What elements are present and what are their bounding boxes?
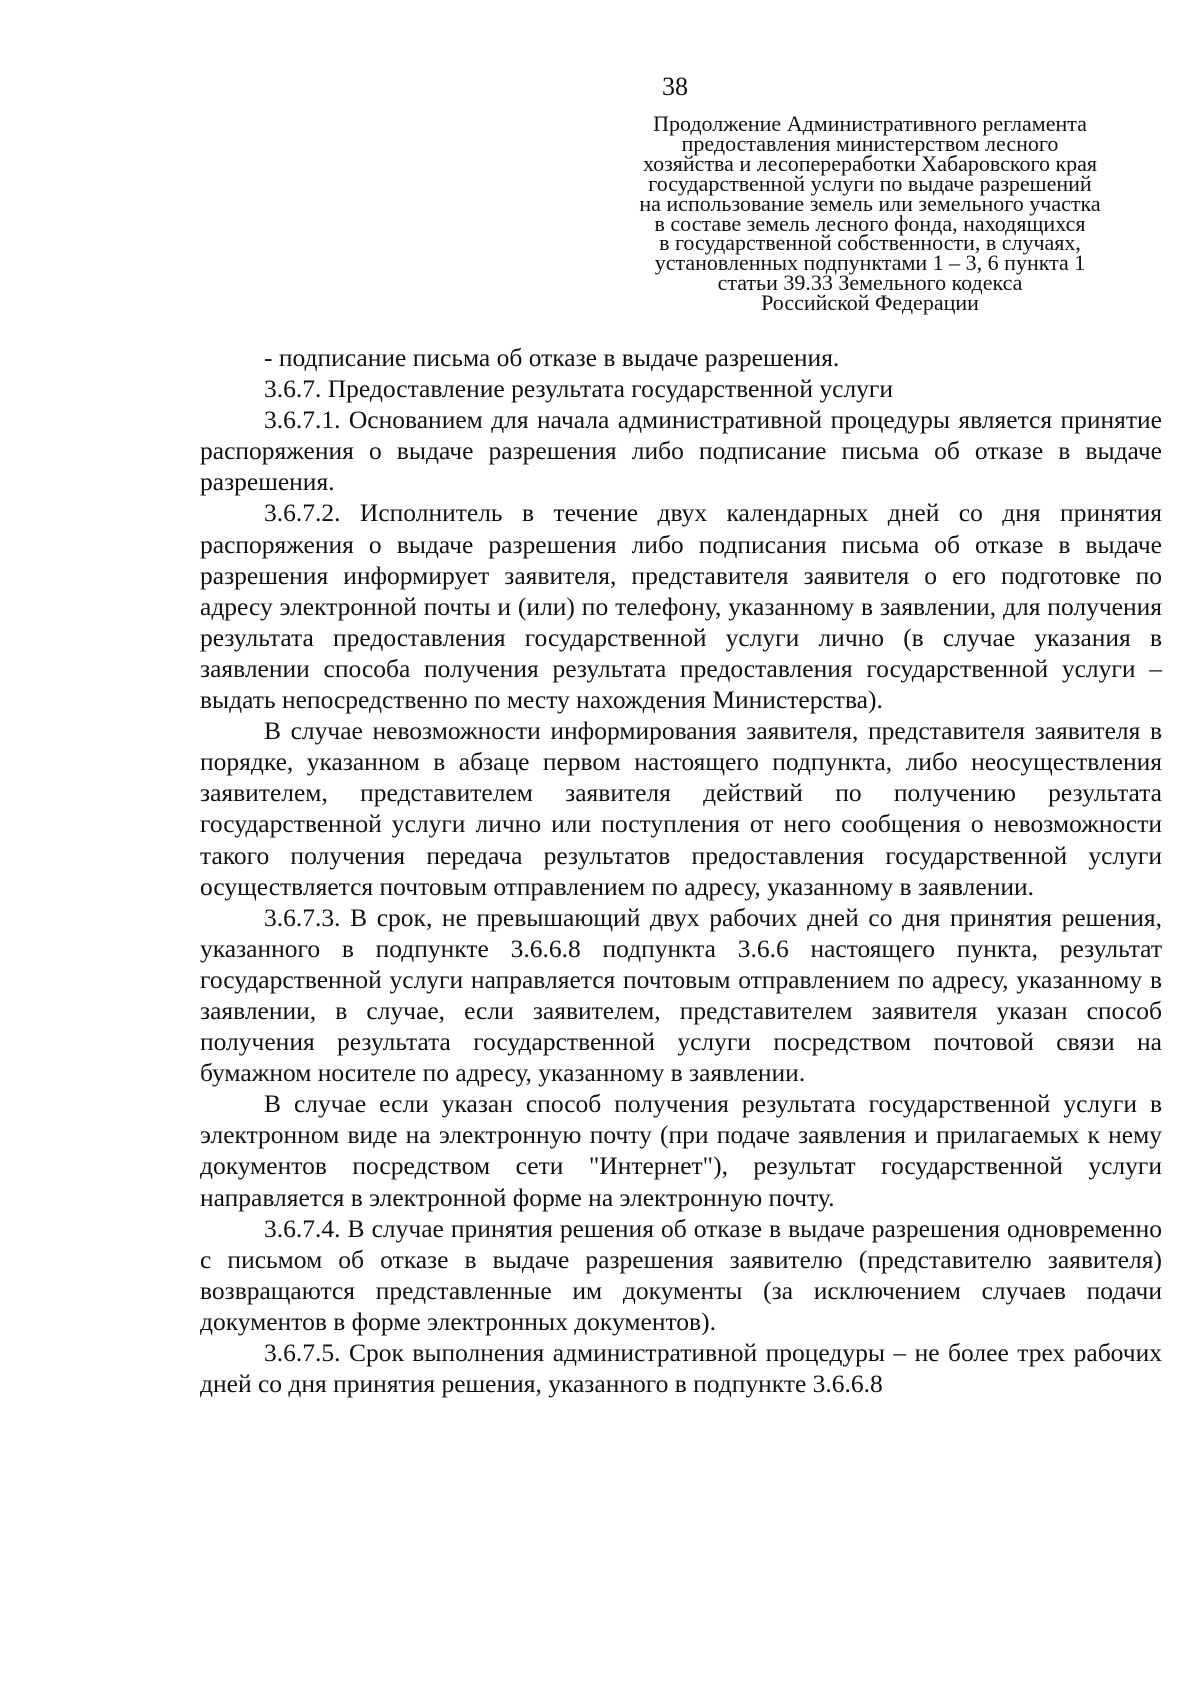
header-line: государственной услуги по выдаче разрешений — [648, 170, 1092, 196]
paragraph: 3.6.7.2. Исполнитель в течение двух календарных дней со дня принятия распоряжения о выдаче разрешения либо подписания письма об отказе в выдаче разрешения информирует заявителя, представителя заявителя о его подготовке по адресу электронной почты и (или) по телефону, указанному в заявлении, для получения результата предоставления государственной услуги лично (в случае указания в заявлении способа получения результата предоставления государственной услуги – выдать непосредственно по месту нахождения Министерства). — [200, 498, 1162, 715]
header-line: на использование земель или земельного участка — [639, 190, 1101, 216]
header-line: в составе земель лесного фонда, находящихся — [654, 210, 1086, 236]
header-line: хозяйства и лесопереработки Хабаровского края — [642, 150, 1098, 176]
header-line: статьи 39.33 Земельного кодекса — [717, 270, 1023, 296]
paragraph: В случае невозможности информирования заявителя, представителя заявителя в порядке, указанном в абзаце первом настоящего подпункта, либо неосуществления заявителем, представителем заявителя действий по получению результата государственной услуги лично или поступления от него сообщения о невозможности такого получения передача результатов предоставления государственной услуги осуществляется почтовым отправлением по адресу, указанному в заявлении. — [200, 716, 1162, 901]
document-header — [620, 111, 1120, 316]
paragraph: - подписание письма об отказе в выдаче разрешения. — [264, 343, 840, 372]
page-number: 38 — [662, 72, 688, 101]
header-line: предоставления министерством лесного — [681, 130, 1059, 156]
document-body — [200, 342, 1162, 1399]
paragraph: 3.6.7.5. Срок выполнения административной процедуры – не более трех рабочих дней со дня принятия решения, указанного в подпункте 3.6.6.8 — [200, 1338, 1162, 1399]
header-line: в государственной собственности, в случаях, — [659, 230, 1081, 256]
header-line: установленных подпунктами 1 – 3, 6 пункта 1 — [654, 250, 1086, 276]
header-line: Продолжение Административного регламента — [653, 111, 1087, 136]
header-line: Российской Федерации — [761, 290, 979, 316]
paragraph: 3.6.7.3. В срок, не превышающий двух рабочих дней со дня принятия решения, указанного в подпункте 3.6.6.8 подпункта 3.6.6 настоящего пункта, результат государственной услуги направляется почтовым отправлением по адресу, указанному в заявлении, в случае, если заявителем, представителем заявителя указан способ получения результата государственной услуги посредством почтовой связи на бумажном носителе по адресу, указанному в заявлении. — [200, 902, 1162, 1088]
section-heading: 3.6.7. Предоставление результата государственной услуги — [264, 374, 894, 404]
paragraph: 3.6.7.1. Основанием для начала административной процедуры является принятие распоряжения о выдаче разрешения либо подписание письма об отказе в выдаче разрешения. — [200, 405, 1162, 497]
paragraph: В случае если указан способ получения результата государственной услуги в электронном виде на электронную почту (при подаче заявления и прилагаемых к нему документов посредством сети "Интернет"), результат государственной услуги направляется в электронной форме на электронную почту. — [200, 1089, 1162, 1212]
paragraph: 3.6.7.4. В случае принятия решения об отказе в выдаче разрешения одновременно с письмом об отказе в выдаче разрешения заявителю (представителю заявителя) возвращаются представленные им документы (за исключением случаев подачи документов в форме электронных документов). — [200, 1213, 1162, 1336]
